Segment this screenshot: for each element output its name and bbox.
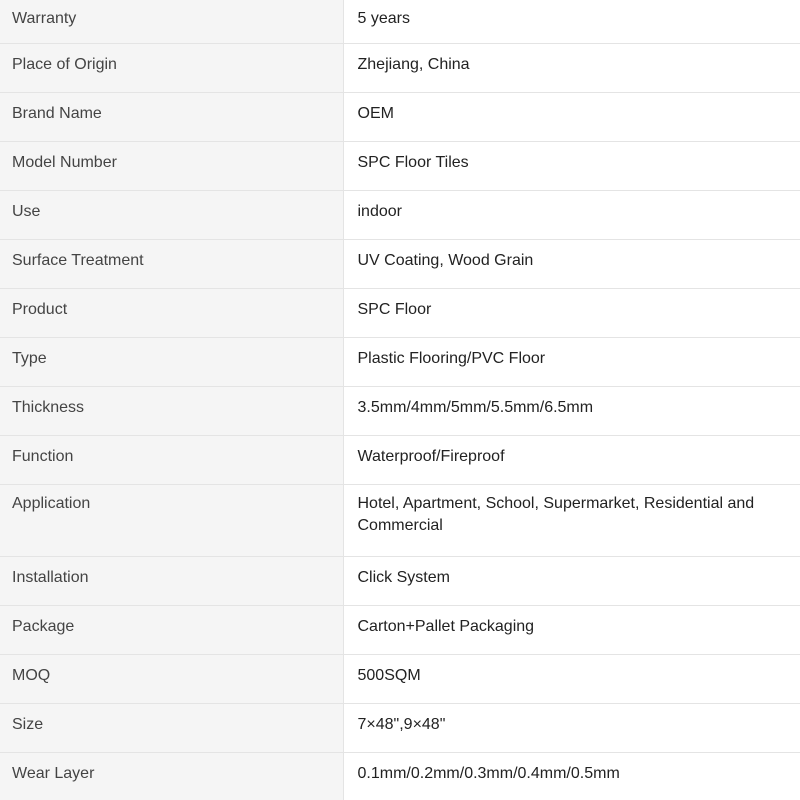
spec-value: UV Coating, Wood Grain: [343, 239, 800, 288]
spec-value: Hotel, Apartment, School, Supermarket, Residential and Commercial: [343, 484, 800, 556]
spec-label: Brand Name: [0, 92, 343, 141]
spec-row-wear-layer: [0, 752, 800, 800]
spec-value: indoor: [343, 190, 800, 239]
spec-label: Thickness: [0, 386, 343, 435]
spec-label: Use: [0, 190, 343, 239]
spec-value: Click System: [343, 556, 800, 605]
spec-label: Model Number: [0, 141, 343, 190]
spec-value: Waterproof/Fireproof: [343, 435, 800, 484]
spec-row-brand-name: [0, 92, 800, 141]
spec-value: 500SQM: [343, 654, 800, 703]
spec-row-place-of-origin: [0, 43, 800, 92]
spec-value: 0.1mm/0.2mm/0.3mm/0.4mm/0.5mm: [343, 752, 800, 800]
spec-row-installation: [0, 556, 800, 605]
spec-row-thickness: [0, 386, 800, 435]
spec-row-function: [0, 435, 800, 484]
spec-row-model-number: [0, 141, 800, 190]
spec-label: Warranty: [0, 0, 343, 43]
spec-value: 7×48",9×48": [343, 703, 800, 752]
spec-row-surface-treatment: [0, 239, 800, 288]
spec-row-warranty: [0, 0, 800, 43]
spec-label: Surface Treatment: [0, 239, 343, 288]
spec-label: Wear Layer: [0, 752, 343, 800]
spec-label: Installation: [0, 556, 343, 605]
spec-value: SPC Floor: [343, 288, 800, 337]
spec-row-size: [0, 703, 800, 752]
spec-label: MOQ: [0, 654, 343, 703]
spec-label: Place of Origin: [0, 43, 343, 92]
spec-row-application: [0, 484, 800, 556]
spec-label: Size: [0, 703, 343, 752]
spec-value: 3.5mm/4mm/5mm/5.5mm/6.5mm: [343, 386, 800, 435]
spec-value: Zhejiang, China: [343, 43, 800, 92]
spec-value: Plastic Flooring/PVC Floor: [343, 337, 800, 386]
spec-label: Type: [0, 337, 343, 386]
spec-label: Product: [0, 288, 343, 337]
spec-label: Application: [0, 484, 343, 556]
spec-row-moq: [0, 654, 800, 703]
spec-row-use: [0, 190, 800, 239]
spec-value: 5 years: [343, 0, 800, 43]
spec-value: OEM: [343, 92, 800, 141]
spec-row-type: [0, 337, 800, 386]
spec-value: Carton+Pallet Packaging: [343, 605, 800, 654]
spec-row-product: [0, 288, 800, 337]
spec-label: Package: [0, 605, 343, 654]
spec-label: Function: [0, 435, 343, 484]
spec-row-package: [0, 605, 800, 654]
spec-value: SPC Floor Tiles: [343, 141, 800, 190]
